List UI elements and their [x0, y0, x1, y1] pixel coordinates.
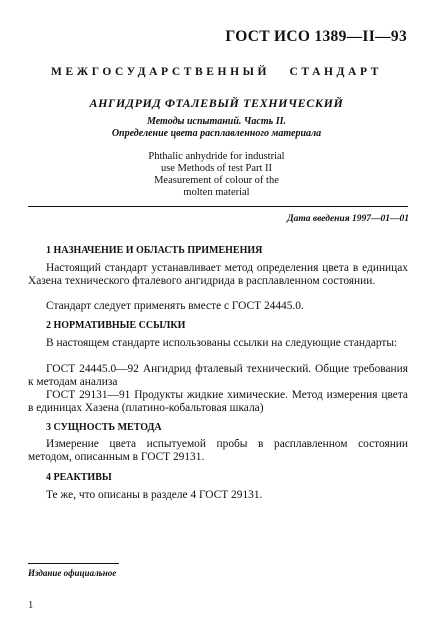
standard-banner: МЕЖГОСУДАРСТВЕННЫЙ СТАНДАРТ — [51, 66, 382, 78]
section-heading: 1 НАЗНАЧЕНИЕ И ОБЛАСТЬ ПРИМЕНЕНИЯ — [46, 245, 263, 256]
paragraph: В настоящем стандарте использованы ссылки на следующие стандарты: — [46, 337, 398, 349]
introduction-date: Дата введения 1997—01—01 — [287, 214, 409, 224]
edition-note: Издание официальное — [28, 568, 117, 578]
paragraph: ГОСТ 24445.0—92 Ангидрид фталевый технический. Общие требования к методам анализа — [28, 363, 408, 388]
paragraph: Те же, что описаны в разделе 4 ГОСТ 29131. — [46, 489, 263, 501]
subtitle-method: Определение цвета расплавленного материала — [111, 128, 322, 139]
divider — [28, 206, 408, 207]
english-title-line: use Methods of test Part II — [160, 163, 273, 174]
section-heading: 2 НОРМАТИВНЫЕ ССЫЛКИ — [46, 320, 186, 331]
footer-divider — [28, 563, 119, 564]
subtitle-part: Методы испытаний. Часть II. — [147, 116, 286, 127]
page-number: 1 — [28, 600, 34, 611]
section-heading: 4 РЕАКТИВЫ — [46, 472, 112, 483]
english-title-line: Phthalic anhydride for industrial — [148, 151, 285, 162]
paragraph: Настоящий стандарт устанавливает метод определения цвета в единицах Хазена технического фталевого ангидрида в расплавленном состоянии. — [28, 262, 408, 287]
paragraph: Стандарт следует применять вместе с ГОСТ 24445.0. — [46, 300, 304, 312]
document-title: АНГИДРИД ФТАЛЕВЫЙ ТЕХНИЧЕСКИЙ — [89, 96, 344, 110]
english-title-line: Measurement of colour of the — [154, 175, 279, 186]
english-title-line: molten material — [183, 187, 250, 198]
section-heading: 3 СУЩНОСТЬ МЕТОДА — [46, 422, 162, 433]
document-code: ГОСТ ИСО 1389—II—93 — [225, 28, 407, 45]
paragraph: ГОСТ 29131—91 Продукты жидкие химические. Метод измерения цвета в единицах Хазена (платино-кобальтовая шкала) — [28, 389, 408, 414]
paragraph: Измерение цвета испытуемой пробы в расплавленном состоянии методом, описанным в ГОСТ 29131. — [28, 438, 408, 463]
